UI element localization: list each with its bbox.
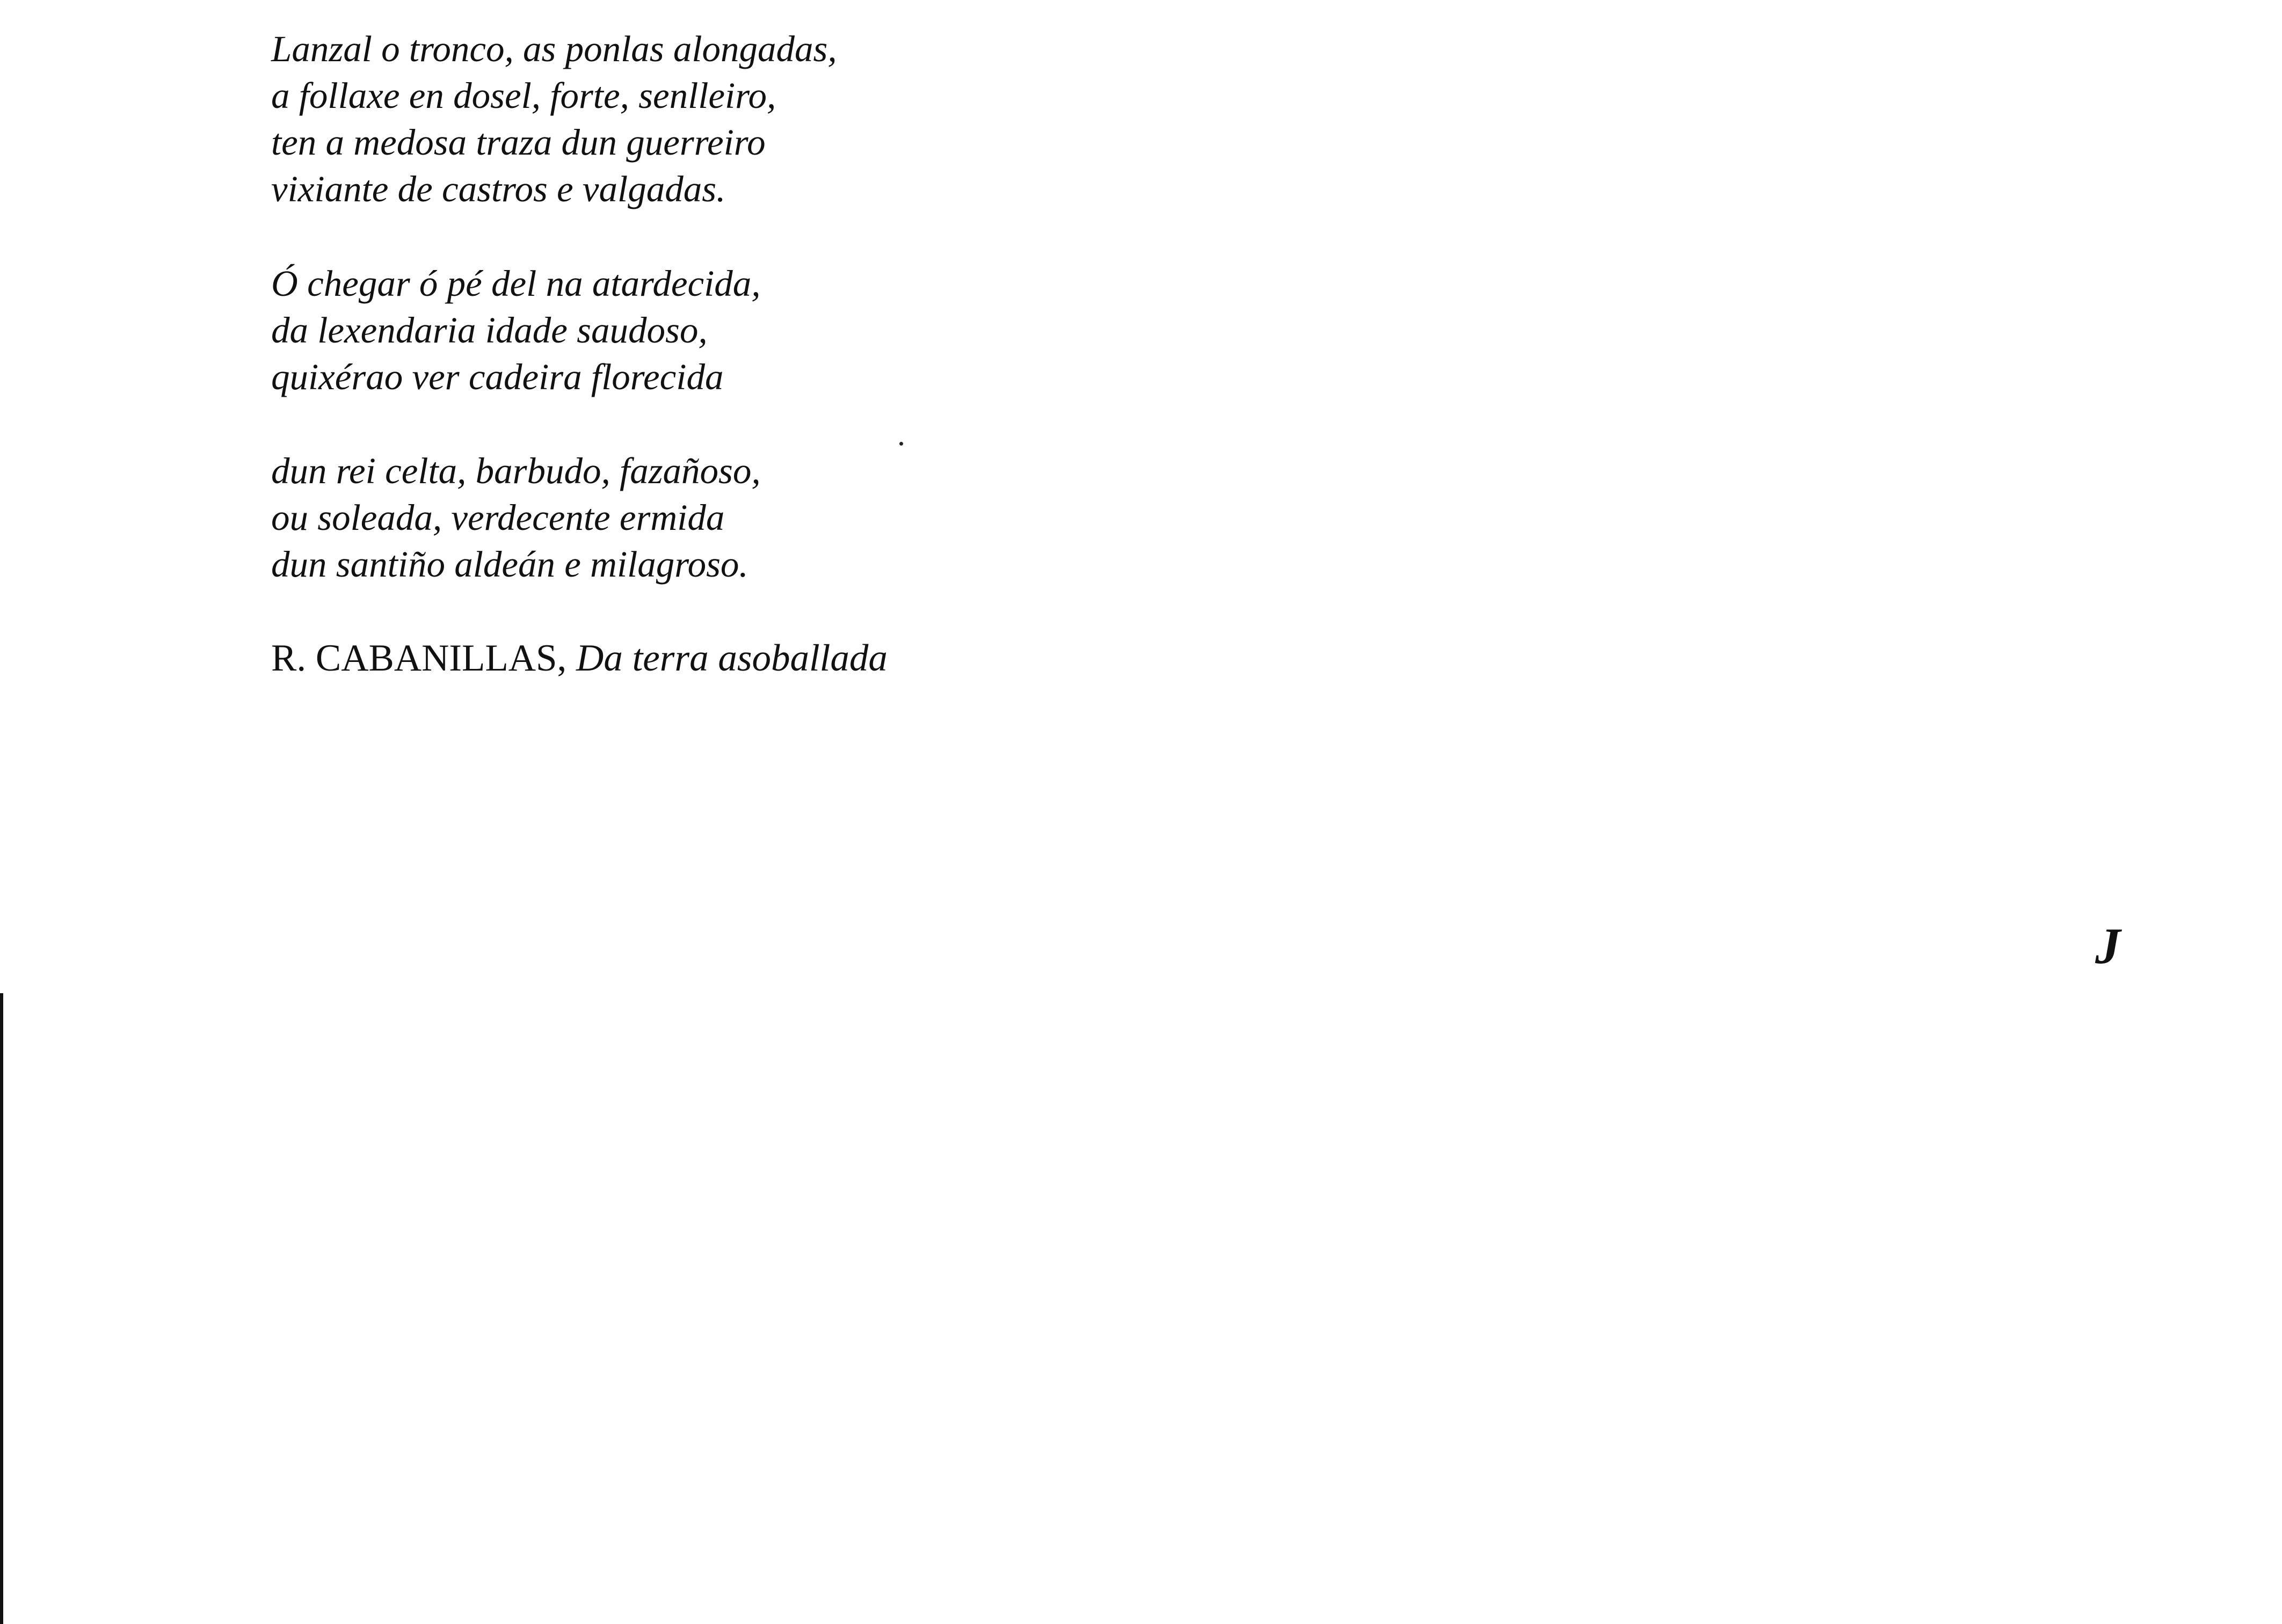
poem-line: ten a medosa traza dun guerreiro bbox=[271, 122, 766, 163]
stanza-3 bbox=[271, 448, 761, 588]
stanza-2 bbox=[271, 260, 761, 400]
scan-edge-line bbox=[0, 993, 3, 1624]
poem-line: dun santiño aldeán e milagroso. bbox=[271, 544, 748, 585]
poem-line: dun rei celta, barbudo, fazañoso, bbox=[271, 450, 761, 491]
poem-line: Ó chegar ó pé del na atardecida, bbox=[271, 263, 761, 304]
scan-speck bbox=[899, 442, 903, 446]
attribution-work: Da terra asoballada bbox=[576, 637, 888, 679]
stanza-1 bbox=[271, 26, 837, 213]
poem-line: quixérao ver cadeira florecida bbox=[271, 356, 724, 397]
poem-line: vixiante de castros e valgadas. bbox=[271, 169, 726, 209]
poem-line: Lanzal o tronco, as ponlas alongadas, bbox=[271, 28, 837, 69]
poem-line: a follaxe en dosel, forte, senlleiro, bbox=[271, 75, 776, 116]
poem-line: ou soleada, verdecente ermida bbox=[271, 497, 725, 538]
poem-attribution bbox=[271, 635, 888, 682]
poem-line: da lexendaria idade saudoso, bbox=[271, 310, 708, 351]
attribution-author: R. CABANILLAS, bbox=[271, 637, 567, 679]
margin-mark: J bbox=[2095, 917, 2121, 974]
